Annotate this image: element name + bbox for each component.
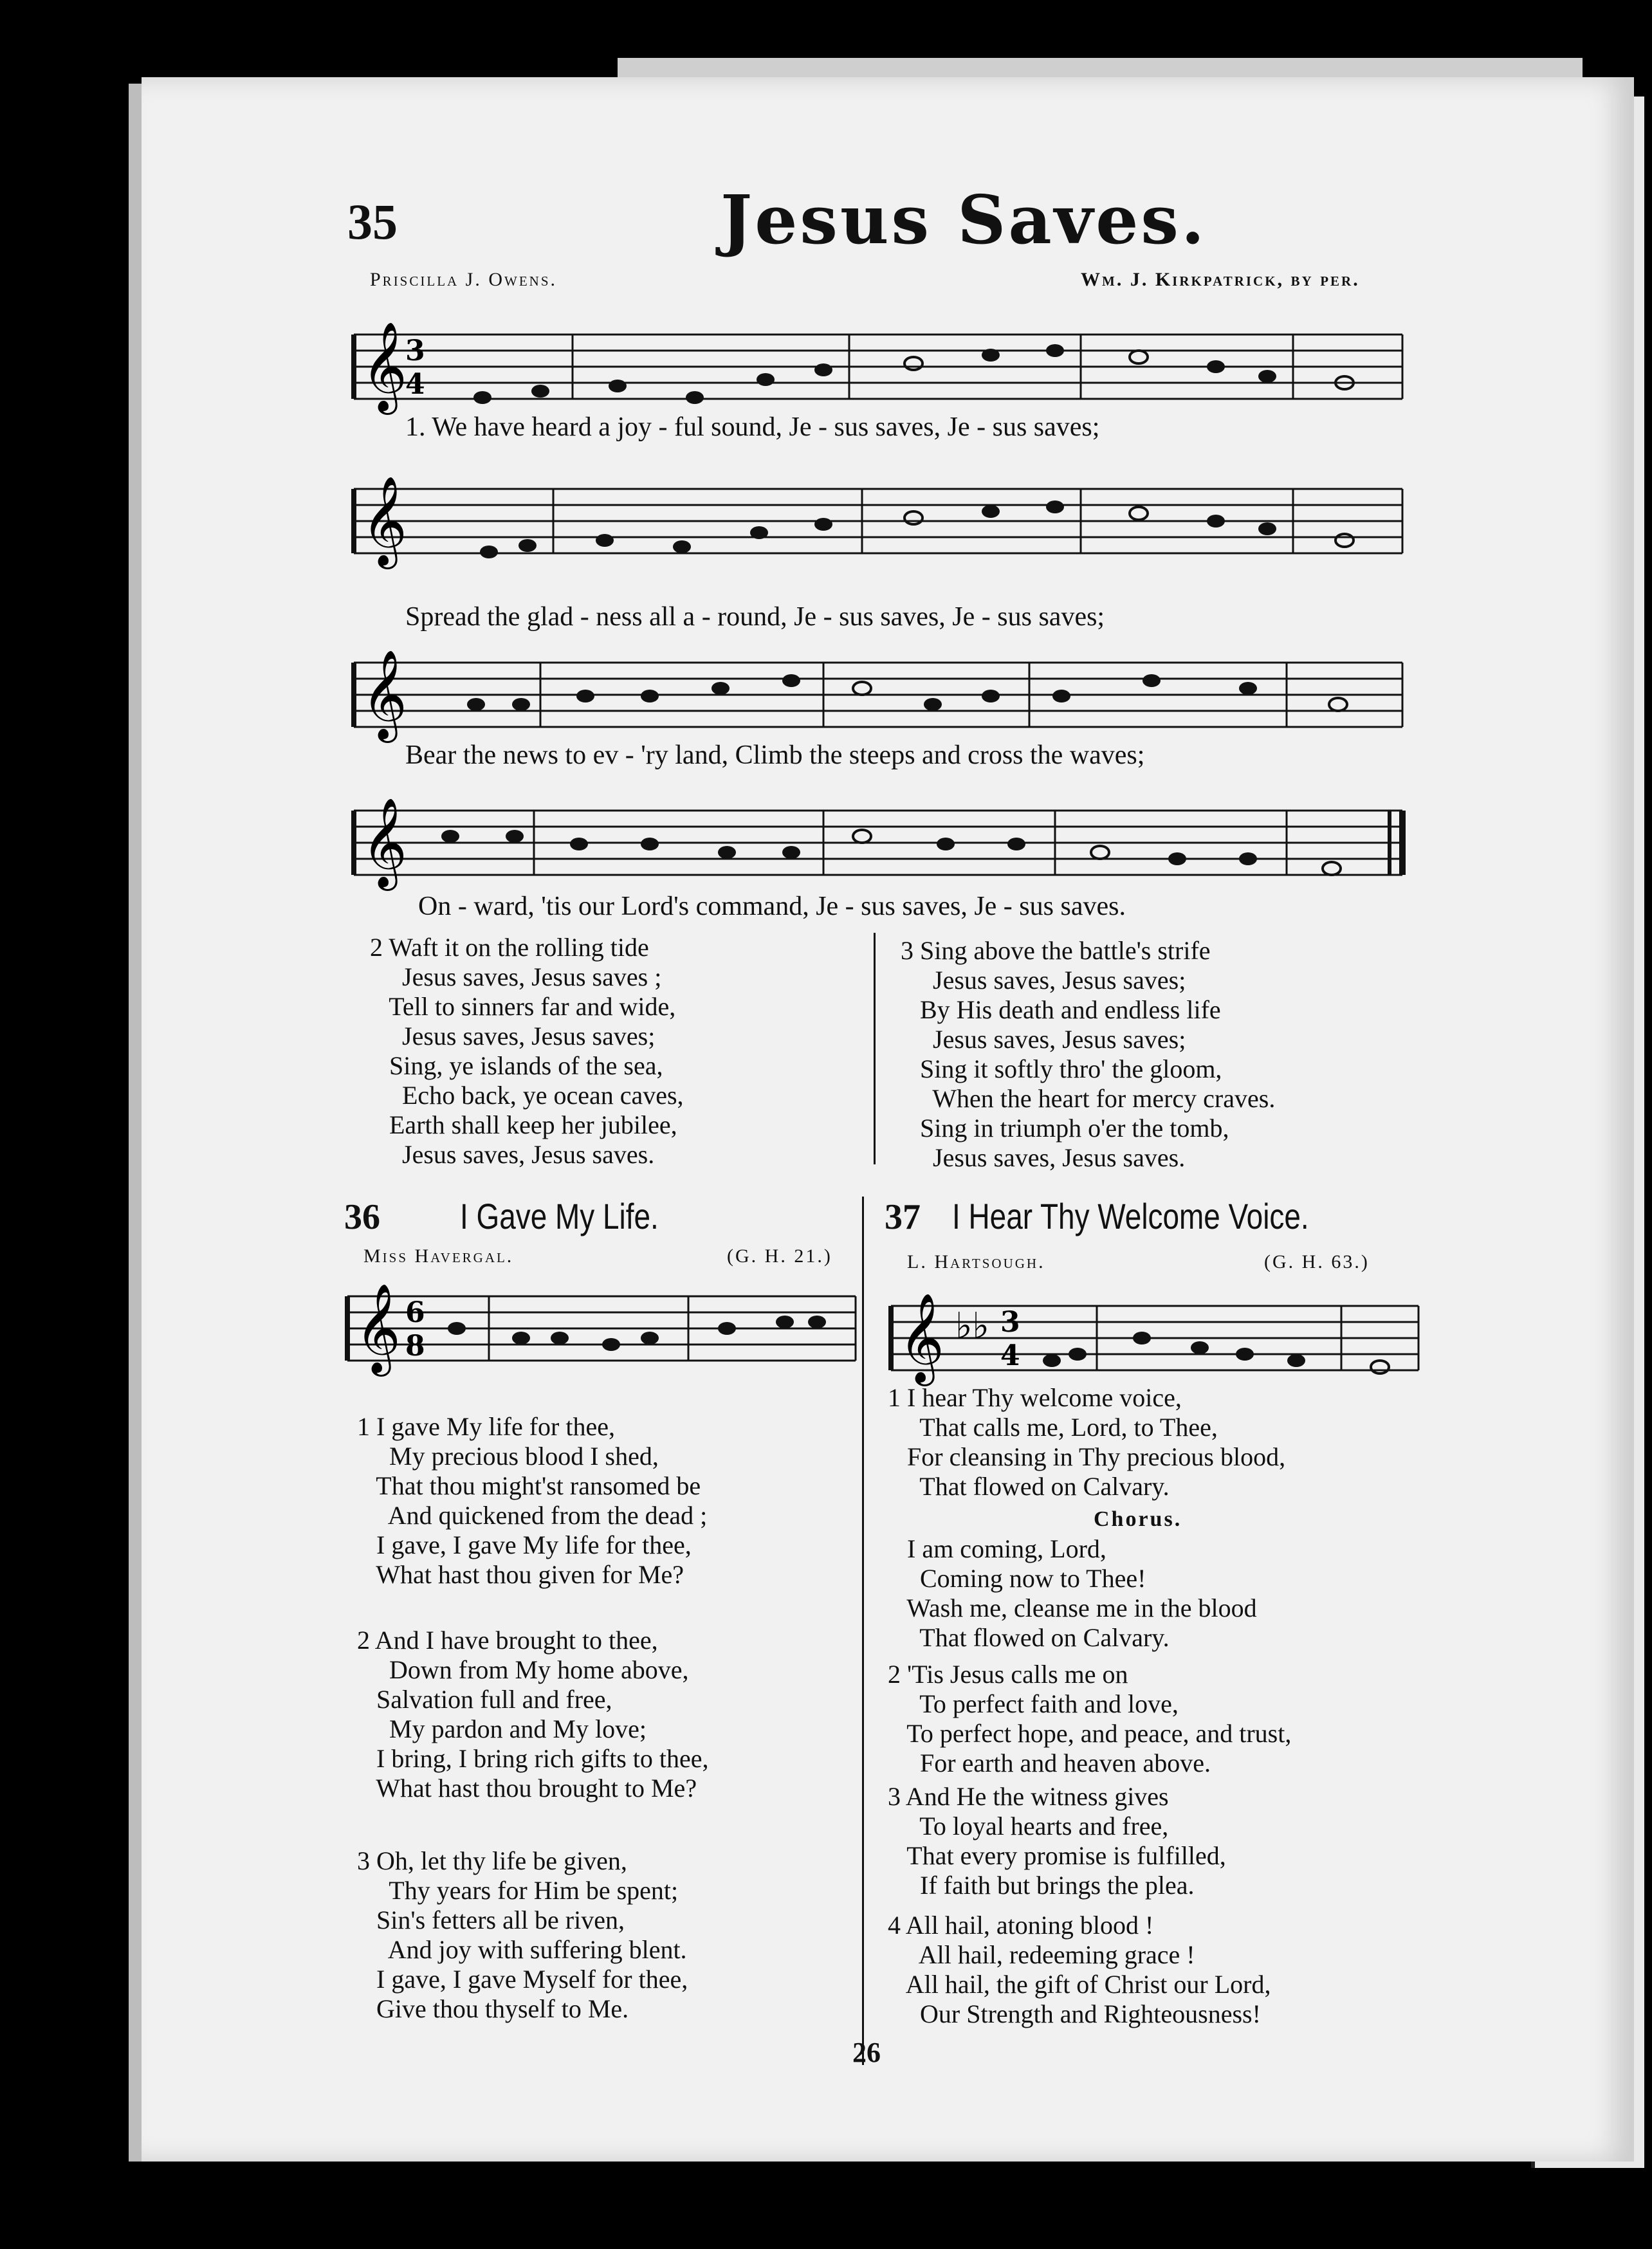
svg-text:4: 4 — [405, 368, 425, 401]
page-number: 26 — [852, 2037, 881, 2068]
hymn-35-title: Jesus Saves. — [720, 180, 1207, 259]
hymn-36-verse-3: 3 Oh, let thy life be given, Thy years for Him be spent; Sin's fetters all be riven, And joy with suffering blent. I gave, I gave Myself for thee, Give thou thyself to Me. — [357, 1846, 688, 2023]
column-divider — [874, 933, 876, 1164]
hymn-37-author: L. Hartsough. — [907, 1251, 1045, 1272]
hymn-37-number: 37 — [885, 1197, 921, 1237]
svg-text:6: 6 — [405, 1296, 425, 1329]
hymn-36-number: 36 — [344, 1197, 380, 1237]
column-divider-lower — [862, 1197, 864, 2065]
svg-text:8: 8 — [405, 1330, 425, 1363]
lyric-line-4: On - ward, 'tis our Lord's command, Je - sus saves, Je - sus saves. — [418, 892, 1126, 921]
music-staff-line-3 — [347, 650, 1409, 746]
hymn-36-verse-2: 2 And I have brought to thee, Down from My home above, Salvation full and free, My pardon and My love; I bring, I bring rich gifts to thee, What hast thou brought to Me? — [357, 1626, 709, 1803]
svg-text:𝄞: 𝄞 — [899, 1293, 944, 1382]
hymn-37-title: I Hear Thy Welcome Voice. — [952, 1196, 1309, 1236]
hymn-35-verse-2: 2 Waft it on the rolling tide Jesus saves, Jesus saves ; Tell to sinners far and wide, Jesus saves, Jesus saves; Sing, ye islands of the sea, Echo back, ye ocean caves, Earth shall keep her jubilee, Jesus saves, Jesus saves. — [370, 933, 684, 1169]
svg-text:𝄞: 𝄞 — [362, 650, 407, 739]
hymn-35-number: 35 — [347, 194, 398, 250]
hymn-35-composer: Wm. J. Kirkpatrick, by per. — [1081, 269, 1360, 290]
music-staff-line-1 — [347, 322, 1409, 418]
music-staff-line-2 — [347, 476, 1409, 573]
hymn-37-verse-1: 1 I hear Thy welcome voice, That calls me, Lord, to Thee, For cleansing in Thy precious blood, That flowed on Calvary. — [888, 1383, 1286, 1501]
hymn-37-verse-4: 4 All hail, atoning blood ! All hail, redeeming grace ! All hail, the gift of Christ our Lord, Our Strength and Righteousness! — [888, 1911, 1271, 2028]
hymn-37-verse-2: 2 'Tis Jesus calls me on To perfect faith and love, To perfect hope, and peace, and trust, For earth and heaven above. — [888, 1660, 1292, 1777]
hymn-35-verse-3: 3 Sing above the battle's strife Jesus saves, Jesus saves; By His death and endless life Jesus saves, Jesus saves; Sing it softly thro' the gloom, When the heart for mercy craves. Sing in triumph o'er the tomb, Jesus saves, Jesus saves. — [901, 936, 1276, 1172]
hymn-36-title: I Gave My Life. — [460, 1196, 659, 1236]
hymn-36-ref: (G. H. 21.) — [727, 1245, 832, 1267]
hymn-37-chorus-label: Chorus. — [1094, 1507, 1182, 1531]
svg-text:𝄞: 𝄞 — [362, 322, 407, 411]
hymn-37-chorus: I am coming, Lord, Coming now to Thee! Wash me, cleanse me in the blood That flowed on Calvary. — [906, 1534, 1257, 1652]
music-staff-hymn-37 — [885, 1293, 1425, 1390]
svg-text:3: 3 — [405, 335, 425, 367]
hymn-37-verse-3: 3 And He the witness gives To loyal hearts and free, That every promise is fulfilled, If faith but brings the plea. — [888, 1782, 1226, 1900]
svg-text:𝄞: 𝄞 — [355, 1283, 401, 1373]
hymn-35-author: Priscilla J. Owens. — [370, 269, 558, 290]
hymn-36-author: Miss Havergal. — [363, 1245, 514, 1267]
lyric-line-1: 1. We have heard a joy - ful sound, Je - sus saves, Je - sus saves; — [405, 412, 1100, 442]
svg-text:𝄞: 𝄞 — [362, 476, 407, 565]
music-staff-line-4 — [347, 798, 1409, 894]
lyric-line-2: Spread the glad - ness all a - round, Je - sus saves, Je - sus saves; — [405, 602, 1105, 632]
hymn-36-verse-1: 1 I gave My life for thee, My precious blood I shed, That thou might'st ransomed be And quickened from the dead ; I gave, I gave My life for thee, What hast thou given for Me? — [357, 1412, 708, 1589]
music-staff-hymn-36 — [341, 1283, 862, 1380]
hymn-37-ref: (G. H. 63.) — [1264, 1251, 1370, 1272]
svg-text:3: 3 — [1000, 1306, 1020, 1339]
lyric-line-3: Bear the news to ev - 'ry land, Climb the steeps and cross the waves; — [405, 740, 1145, 770]
svg-text:4: 4 — [1000, 1339, 1020, 1372]
svg-text:𝄞: 𝄞 — [362, 798, 407, 887]
svg-text:♭♭: ♭♭ — [955, 1305, 989, 1347]
